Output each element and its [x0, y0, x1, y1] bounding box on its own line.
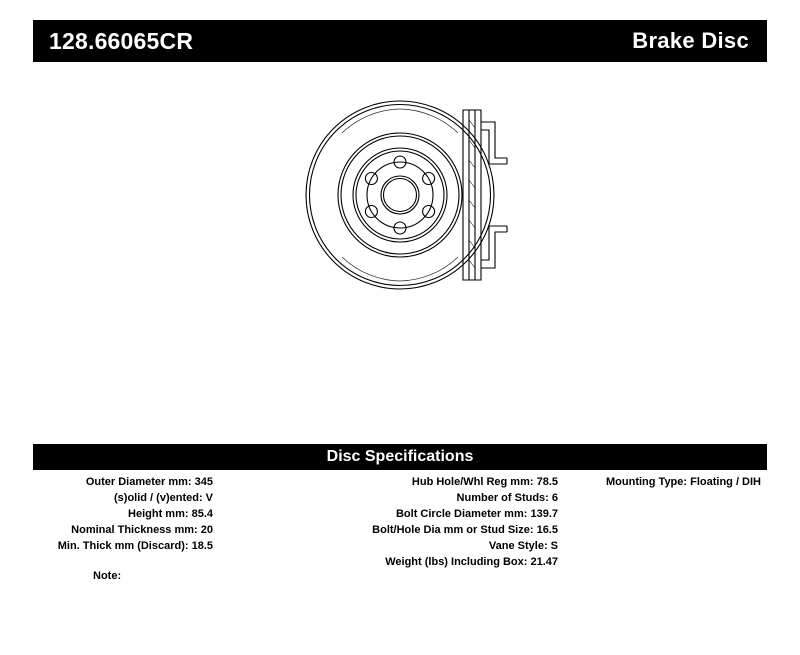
spec-title-bar — [33, 444, 767, 470]
part-number: 128.66065CR — [49, 27, 194, 54]
spec-item: Weight (lbs) Including Box: 21.47 — [385, 556, 558, 568]
spec-item: Vane Style: S — [488, 540, 558, 552]
spec-item: Mounting Type: Floating / DIH — [606, 476, 761, 488]
spec-column-left — [33, 474, 217, 570]
spec-item: Number of Studs: 6 — [456, 492, 558, 504]
note-row — [33, 570, 767, 582]
spec-item: Hub Hole/Whl Reg mm: 78.5 — [411, 476, 558, 488]
spec-columns — [33, 474, 767, 570]
spec-section-title: Disc Specifications — [326, 448, 474, 465]
spec-item: Bolt Circle Diameter mm: 139.7 — [395, 508, 558, 520]
spec-item: Height mm: 85.4 — [128, 508, 213, 520]
spec-item: (s)olid / (v)ented: V — [114, 492, 213, 504]
note-label: Note: — [93, 570, 122, 582]
spec-item: Outer Diameter mm: 345 — [85, 476, 213, 488]
spec-column-middle — [217, 474, 562, 570]
spec-column-right — [562, 474, 767, 570]
page-title: Brake Disc — [632, 28, 749, 53]
spec-item: Bolt/Hole Dia mm or Stud Size: 16.5 — [372, 524, 558, 536]
spec-item: Nominal Thickness mm: 20 — [71, 524, 213, 536]
spec-item: Min. Thick mm (Discard): 18.5 — [57, 540, 213, 552]
rotor-side-section-view — [455, 100, 515, 290]
header-bar — [33, 20, 767, 62]
